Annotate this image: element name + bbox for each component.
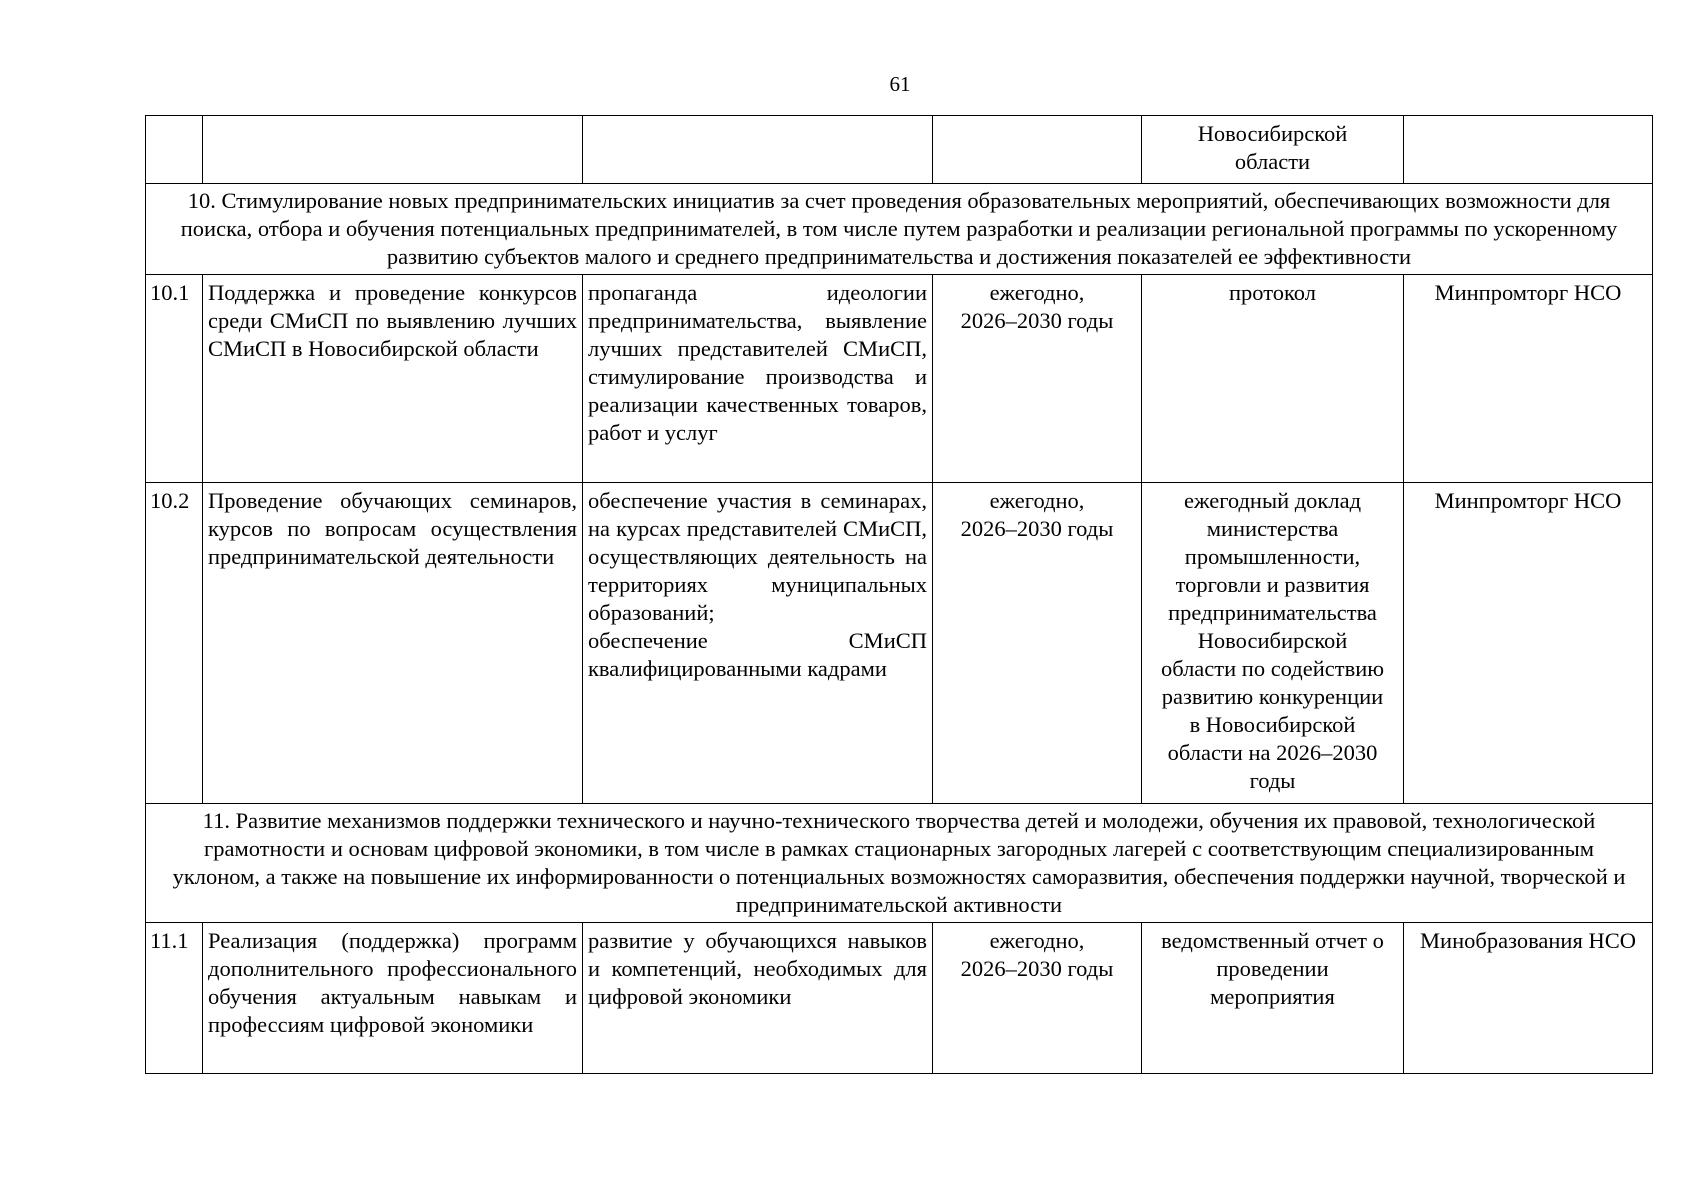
number-cell — [146, 116, 203, 184]
goal-cell — [583, 116, 933, 184]
result-line: торговли и развития — [1175, 572, 1370, 597]
table-row — [146, 923, 1653, 1074]
section-row — [146, 184, 1653, 275]
goal-cell: развитие у обучающихся навыков и компетенций, необходимых для цифровой экономики — [583, 923, 933, 1074]
measures-table — [145, 115, 1653, 1074]
result-line: в Новосибирской — [1189, 712, 1356, 737]
table-row — [146, 275, 1653, 483]
term-line: ежегодно, — [989, 280, 1085, 305]
row-number: 10.2 — [146, 483, 203, 804]
term-line: ежегодно, — [989, 488, 1085, 513]
responsible-cell: Минпромторг НСО — [1404, 483, 1653, 804]
result-line: области на 2026–2030 — [1167, 740, 1378, 765]
result-line: проведении — [1216, 956, 1329, 981]
term-cell — [933, 483, 1142, 804]
responsible-cell: Минобразования НСО — [1404, 923, 1653, 1074]
result-line: годы — [1249, 768, 1296, 793]
table-row — [146, 483, 1653, 804]
result-line: промышленности, — [1184, 544, 1361, 569]
measure-cell — [203, 116, 583, 184]
result-line: предпринимательства — [1168, 600, 1377, 625]
result-line: Новосибирской — [1197, 121, 1348, 146]
page-number: 61 — [889, 72, 911, 96]
goal-cell — [583, 483, 933, 804]
measure-cell: Поддержка и проведение конкурсов среди СМиСП по выявлению лучших СМиСП в Новосибирской области — [203, 275, 583, 483]
result-line: развитию конкуренции — [1161, 684, 1384, 709]
result-line: области по содействию — [1160, 656, 1385, 681]
result-line: ежегодный доклад — [1183, 488, 1362, 513]
result-cell — [1142, 116, 1404, 184]
result-line: области — [1234, 149, 1311, 174]
result-line: Новосибирской — [1197, 628, 1348, 653]
goal-cell: пропаганда идеологии предпринимательства, выявление лучших представителей СМиСП, стимулирование производства и реализации качественных товаров, работ и услуг — [583, 275, 933, 483]
result-line: протокол — [1228, 280, 1316, 305]
section-row — [146, 804, 1653, 923]
result-cell — [1142, 923, 1404, 1074]
term-cell — [933, 116, 1142, 184]
term-line: ежегодно, — [989, 928, 1085, 953]
section-title: 10. Стимулирование новых предпринимательских инициатив за счет проведения образовательных мероприятий, обеспечивающих возможности для поиска, отбора и обучения потенциальных предпринимателей, в том числе путем разработки и реализации региональной программы по ускоренному развитию субъектов малого и среднего предпринимательства и достижения показателей ее эффективности — [146, 184, 1653, 275]
table-row — [146, 116, 1653, 184]
measure-cell: Реализация (поддержка) программ дополнительного профессионального обучения актуальным навыкам и профессиям цифровой экономики — [203, 923, 583, 1074]
term-line: 2026–2030 годы — [960, 516, 1114, 541]
row-number: 11.1 — [146, 923, 203, 1074]
responsible-cell: Минпромторг НСО — [1404, 275, 1653, 483]
result-line: ведомственный отчет о — [1161, 928, 1384, 953]
term-cell — [933, 923, 1142, 1074]
section-title: 11. Развитие механизмов поддержки технического и научно-технического творчества детей и молодежи, обучения их правовой, технологической грамотности и основам цифровой экономики, в том числе в рамках стационарных загородных лагерей с соответствующим специализированным уклоном, а также на повышение их информированности о потенциальных возможностях саморазвития, обеспечения поддержки научной, творческой и предпринимательской активности — [146, 804, 1653, 923]
term-cell — [933, 275, 1142, 483]
goal-paragraph: обеспечение СМиСП квалифицированными кадрами — [588, 628, 927, 681]
term-line: 2026–2030 годы — [960, 956, 1114, 981]
result-line: министерства — [1206, 516, 1339, 541]
term-line: 2026–2030 годы — [960, 308, 1114, 333]
result-cell — [1142, 275, 1404, 483]
goal-paragraph: обеспечение участия в семинарах, на курсах представителей СМиСП, осуществляющих деятельность на территориях муниципальных образований; — [588, 488, 927, 625]
result-line: мероприятия — [1210, 984, 1335, 1009]
result-cell — [1142, 483, 1404, 804]
responsible-cell — [1404, 116, 1653, 184]
measure-cell: Проведение обучающих семинаров, курсов по вопросам осуществления предпринимательской деятельности — [203, 483, 583, 804]
row-number: 10.1 — [146, 275, 203, 483]
